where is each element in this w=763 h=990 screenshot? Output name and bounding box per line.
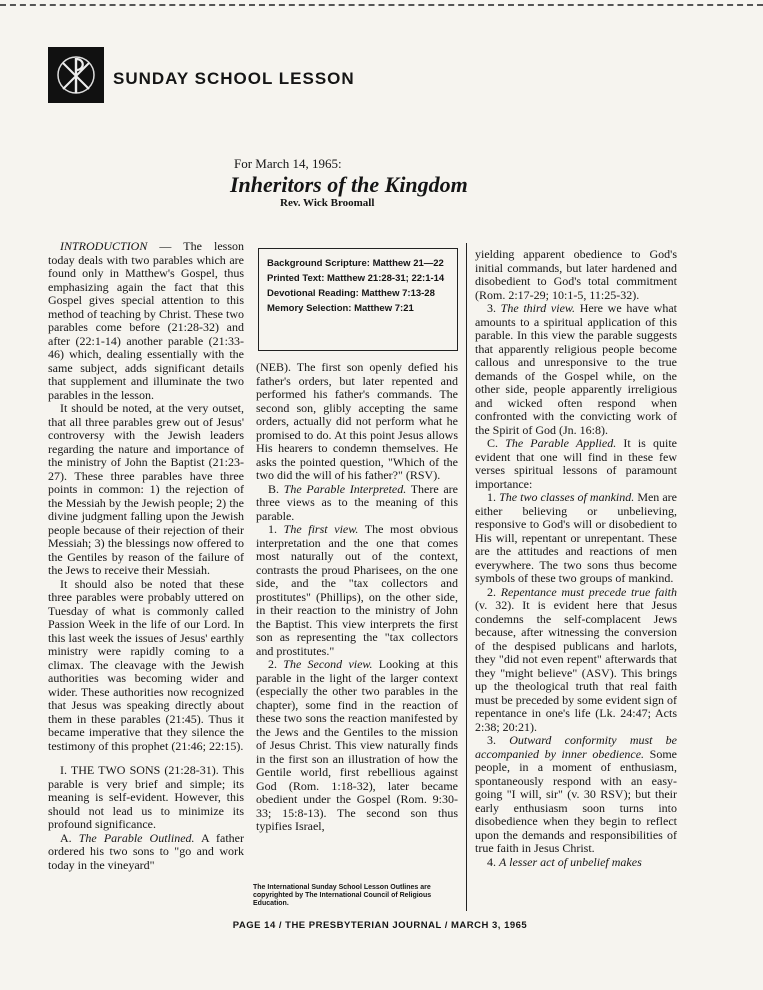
paragraph: C. The Parable Applied. It is quite evident that one will find in these few verses spiritual lessons of paramount importance: (475, 436, 677, 491)
copyright-footnote: The International Sunday School Lesson Outlines are copyrighted by The International Council of Religious Education. (253, 884, 432, 907)
paragraph: 2. The Second view. Looking at this parable in the light of the larger context (especially the other two parables in the chapter), some find in the reaction of these two sons the reaction manifested by the Jews and the Gentiles to the mission of Jesus Christ. This view naturally finds in the first son an illustration of how the Gentile world, first rebellious against God (Rom. 1:18-32), later became obedient under the Gospel (Rom. 9:30-33; 15:8-13). The second son thus typifies Israel, (256, 657, 458, 833)
paragraph: INTRODUCTION — The lesson today deals with two parables which are found only in Matthew's Gospel, thus emphasizing again the fact that this Gospel gives special attention to this method of teaching by Christ. These two parables come before (21:28-32) and after (22:1-14) another parable (21:33-46) which, dealing essentially with the same subject, adds significant details that supplement and illuminate the two parables in the lesson. (48, 239, 244, 402)
paragraph: 3. The third view. Here we have what amounts to a spiritual application of this parable. In this view the parable suggests that apparently religious people become callous and unresponsive to the true demands of the Gospel while, on the other side, people apparently irreligious and wicked often respond when confronted with the convicting work of the Spirit of God (Jn. 16:8). (475, 301, 677, 437)
page-footer: PAGE 14 / THE PRESBYTERIAN JOURNAL / MARCH 3, 1965 (232, 920, 528, 931)
background-scripture: Background Scripture: Matthew 21—22 (267, 258, 444, 269)
lesson-title: Inheritors of the Kingdom (230, 172, 468, 197)
chi-rho-icon (48, 47, 104, 103)
paragraph: A. The Parable Outlined. A father ordered his two sons to "go and work today in the vineyard" (48, 830, 245, 872)
memory-selection: Memory Selection: Matthew 7:21 (267, 303, 414, 314)
paragraph: 2. Repentance must precede true faith (v. 32). It is evident here that Jesus condemns the self-complacent Jews because, after witnessing the conversion of the despised publicans and harlots, they "did not even repent" afterwards that they "might believe" (ASV). This brings up the theological truth that real faith must be preceded by some evident sign of repentance in one's life (Lk. 24:47; Acts 2:38; 20:21). (475, 584, 678, 734)
paragraph: 1. The two classes of mankind. Men are either believing or unbelieving, responsive to God's will or disobedient to His will, repentant or unrepentant. These are the attitudes and reactions of men everywhere. The two sons thus become symbols of these two groups of mankind. (475, 490, 678, 585)
column-divider (466, 243, 467, 911)
paragraph: 4. A lesser act of unbelief makes (487, 854, 642, 869)
column-2 (256, 361, 458, 834)
paragraph: 1. The first view. The most obvious interpretation and the one that comes most naturally out of the context, contrasts the proud Pharisees, on the one side, and the "tax collectors and prostitutes" (Phillips), on the other side, in their reaction to the ministry of John the Baptist. This view interprets the first son as representing the "tax collectors and prostitutes." (256, 522, 459, 658)
column-1 (48, 240, 244, 872)
paragraph: B. The Parable Interpreted. There are three views as to the meaning of this parable. (256, 481, 458, 523)
column-3 (475, 248, 677, 869)
paragraph: 3. Outward conformity must be accompanied by inner obedience. Some people, in a moment of enthusiasm, spontaneously respond with an easy-going "I will, sir" (v. 30 RSV); but their early enthusiasm soon turns into disobedience when they begin to reflect upon the demands and responsibilities of true faith in Jesus Christ. (475, 733, 678, 855)
author-byline: Rev. Wick Broomall (280, 197, 375, 209)
scripture-info-box (258, 248, 458, 351)
paragraph: It should also be noted that these three parables were probably uttered on Tuesday of what is commonly called Passion Week in the life of our Lord. In this last week the issues of Jesus' earthly ministry were rapidly coming to a climax. The cleavage with the Jewish authorities was becoming wider and wider. These authorities now recognized that Jesus was speaking directly about them in these parables (21:45). Thus it became imperative that they silence the testimony of this prophet (21:46; 22:15). (48, 576, 244, 753)
lesson-date: For March 14, 1965: (234, 156, 342, 171)
paragraph: yielding apparent obedience to God's initial commands, but later hardened and disobedient to God's total commitment (Rom. 2:17-29; 10:1-5, 11:25-32). (475, 247, 677, 302)
devotional-reading: Devotional Reading: Matthew 7:13-28 (267, 288, 435, 299)
top-edge-rule (0, 4, 763, 6)
section-heading-paragraph: I. THE TWO SONS (21:28-31). This parable is very brief and simple; its meaning is self-evident. However, this should not lead us to minimize its profound significance. (48, 763, 244, 831)
section-title: SUNDAY SCHOOL LESSON (113, 69, 355, 88)
paragraph: (NEB). The first son openly defied his father's orders, but later repented and performed his father's commands. The second son, glibly accepting the same orders, actually did not perform what he promised to do. At this point Jesus allows His hearers to condemn themselves. He asks the pointed question, "Which of the two did the will of his father?" (RSV). (256, 360, 458, 482)
lesson-header (230, 156, 530, 209)
paragraph: It should be noted, at the very outset, that all three parables grew out of Jesus' controversy with the Jewish leaders regarding the nature and importance of the ministry of John the Baptist (21:23-27). These three parables have three points in common: 1) the rejection of the Messiah by the Jewish people; 2) the divine judgment falling upon the Jewish people because of their rejection of their Messiah; 3) the blessings now offered to the Gentiles by reason of the failure of the Jews to receive their Messiah. (48, 401, 244, 577)
printed-text: Printed Text: Matthew 21:28-31; 22:1-14 (267, 273, 445, 284)
